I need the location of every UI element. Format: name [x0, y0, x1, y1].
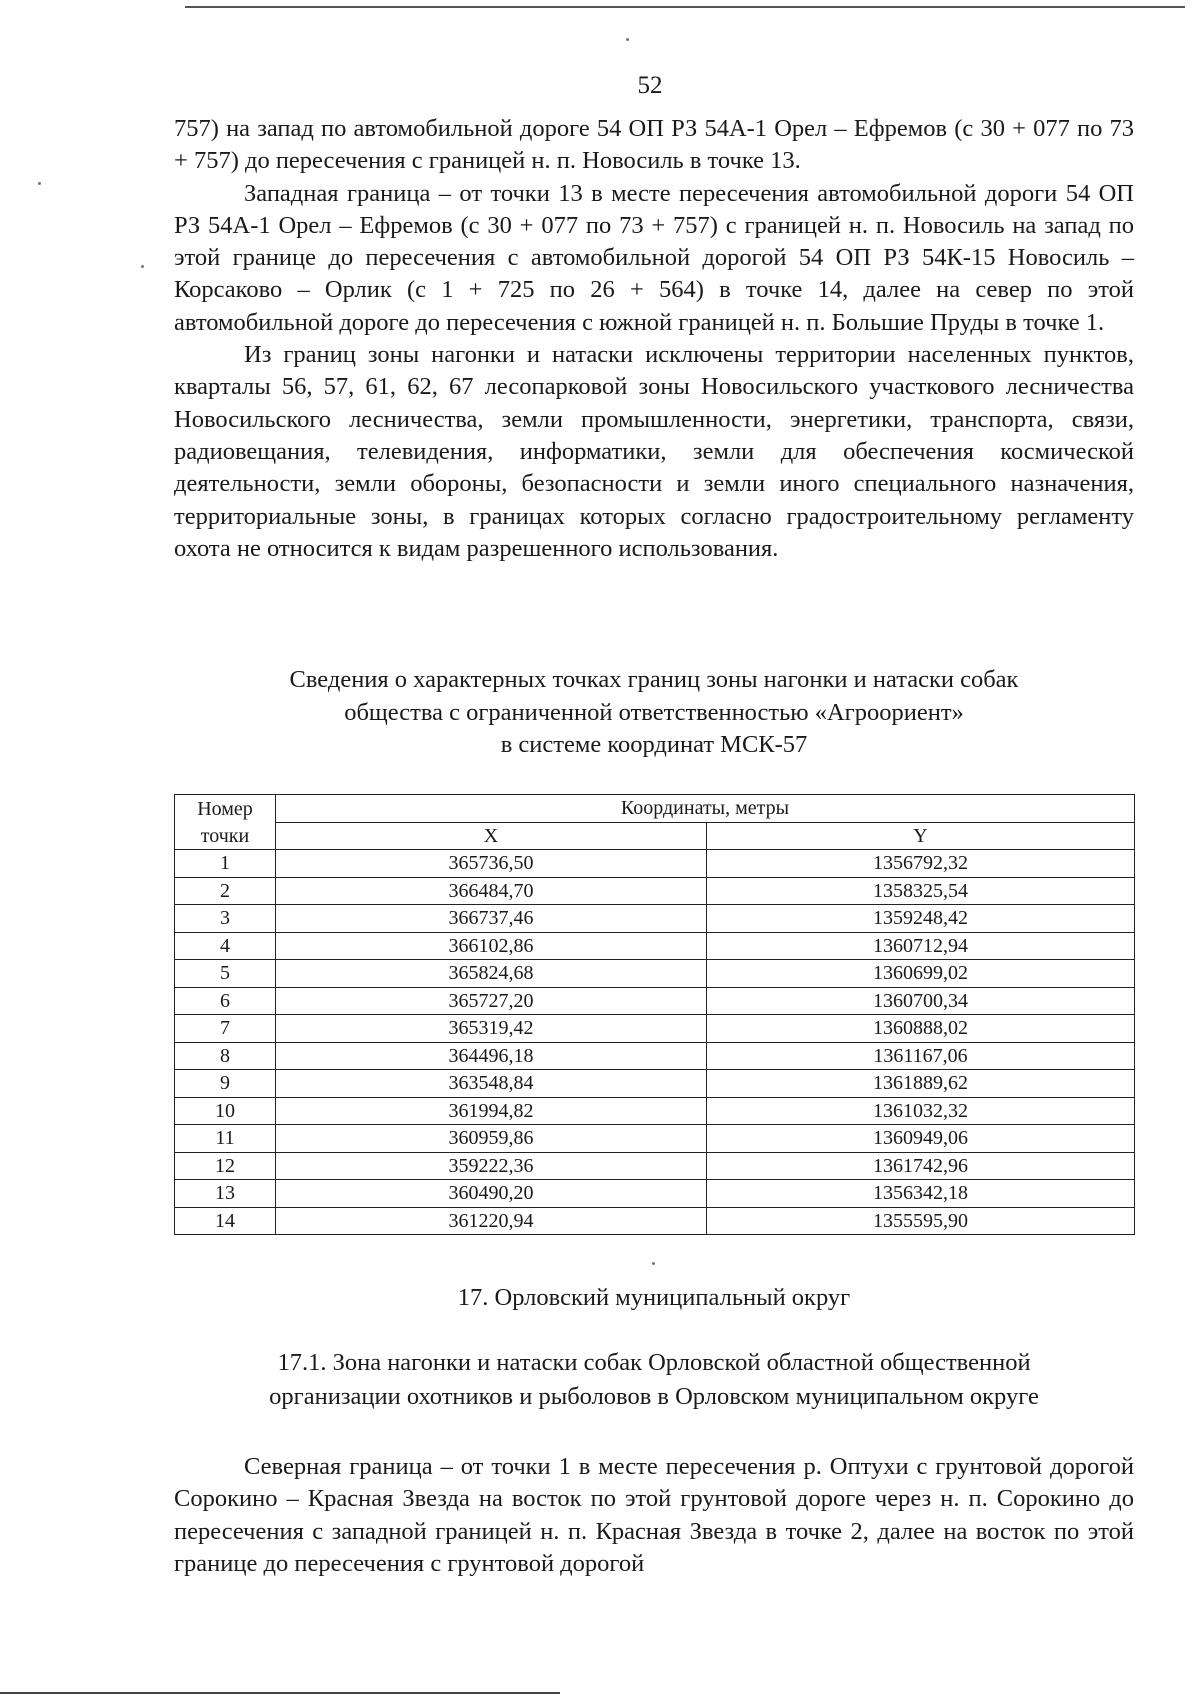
cell-point-number: 10 — [175, 1097, 276, 1125]
section-title: 17. Орловский муниципальный округ — [457, 1284, 851, 1311]
scan-speck — [141, 265, 144, 268]
table-row — [175, 1152, 1135, 1180]
scan-top-edge-line — [185, 6, 1185, 8]
cell-y: 1360712,94 — [707, 932, 1135, 960]
cell-x: 361994,82 — [276, 1097, 707, 1125]
cell-x: 359222,36 — [276, 1152, 707, 1180]
header-coordinates: Координаты, метры — [276, 795, 1135, 823]
cell-y: 1360949,06 — [707, 1125, 1135, 1153]
cell-x: 361220,94 — [276, 1207, 707, 1235]
subsection-title — [174, 1346, 1134, 1414]
table-caption — [174, 664, 1134, 762]
header-y: Y — [707, 822, 1135, 850]
cell-y: 1361167,06 — [707, 1042, 1135, 1070]
cell-x: 366102,86 — [276, 932, 707, 960]
table-row — [175, 1042, 1135, 1070]
table-row — [175, 1207, 1135, 1235]
cell-y: 1359248,42 — [707, 905, 1135, 933]
header-x: X — [276, 822, 707, 850]
cell-y: 1360888,02 — [707, 1015, 1135, 1043]
cell-point-number: 4 — [175, 932, 276, 960]
cell-y: 1361889,62 — [707, 1070, 1135, 1098]
cell-x: 365727,20 — [276, 987, 707, 1015]
paragraph-exclusions: Из границ зоны нагонки и натаски исключены территории населенных пунктов, кварталы 56, 57, 61, 62, 67 лесопарковой зоны Новосильского участкового лесничества Новосильского лесничества, земли промышленности, энергетики, транспорта, связи, радиовещания, телевидения, информатики, земли для обеспечения космической деятельности, земли обороны, безопасности и земли иного специального назначения, территориальные зоны, в границах которых согласно градостроительному регламенту охота не относится к видам разрешенного использования. — [174, 341, 1134, 562]
cell-x: 363548,84 — [276, 1070, 707, 1098]
cell-point-number: 8 — [175, 1042, 276, 1070]
cell-point-number: 7 — [175, 1015, 276, 1043]
cell-x: 360959,86 — [276, 1125, 707, 1153]
table-row — [175, 1097, 1135, 1125]
table-row — [175, 850, 1135, 878]
cell-point-number: 6 — [175, 987, 276, 1015]
cell-x: 366484,70 — [276, 877, 707, 905]
cell-point-number: 11 — [175, 1125, 276, 1153]
paragraph-east-boundary-end: 757) на запад по автомобильной дороге 54 ОП РЗ 54А-1 Орел – Ефремов (с 30 + 077 по 73 + 757) до пересечения с границей н. п. Новосиль в точке 13. — [174, 115, 1134, 175]
table-row — [175, 1180, 1135, 1208]
cell-x: 365736,50 — [276, 850, 707, 878]
cell-x: 364496,18 — [276, 1042, 707, 1070]
header-number-bottom: точки — [175, 822, 276, 850]
table-row — [175, 1125, 1135, 1153]
table-row — [175, 932, 1135, 960]
coordinates-table — [174, 794, 1135, 1235]
paragraph-western-boundary: Западная граница – от точки 13 в месте пересечения автомобильной дороги 54 ОП РЗ 54А-1 Орел – Ефремов (с 30 + 077 по 73 + 757) с границей н. п. Новосиль на запад по этой границе до пересечения с автомобильной дорогой 54 ОП РЗ 54К-15 Новосиль – Корсаково – Орлик (с 1 + 725 по 26 + 564) в точке 14, далее на север по этой автомобильной дороге до пересечения с южной границей н. п. Большие Пруды в точке 1. — [174, 179, 1134, 336]
cell-x: 365319,42 — [276, 1015, 707, 1043]
cell-x: 365824,68 — [276, 960, 707, 988]
cell-y: 1358325,54 — [707, 877, 1135, 905]
subsection-title-line: 17.1. Зона нагонки и натаски собак Орловской областной общественной — [277, 1349, 1031, 1376]
cell-y: 1360699,02 — [707, 960, 1135, 988]
table-caption-line: общества с ограниченной ответственностью «Агроориент» — [344, 698, 964, 726]
cell-point-number: 9 — [175, 1070, 276, 1098]
cell-y: 1360700,34 — [707, 987, 1135, 1015]
scan-speck — [626, 38, 629, 41]
table-row — [175, 1070, 1135, 1098]
cell-y: 1361032,32 — [707, 1097, 1135, 1125]
cell-y: 1356342,18 — [707, 1180, 1135, 1208]
cell-point-number: 13 — [175, 1180, 276, 1208]
cell-point-number: 5 — [175, 960, 276, 988]
cell-point-number: 1 — [175, 850, 276, 878]
table-row — [175, 960, 1135, 988]
scan-bottom-edge-line — [0, 1692, 560, 1694]
text-block-bottom — [174, 1451, 1134, 1580]
table-row — [175, 987, 1135, 1015]
table-header-row — [175, 822, 1135, 850]
cell-y: 1355595,90 — [707, 1207, 1135, 1235]
cell-point-number: 14 — [175, 1207, 276, 1235]
table-body — [175, 850, 1135, 1235]
scan-speck — [652, 1262, 655, 1265]
cell-point-number: 12 — [175, 1152, 276, 1180]
scan-speck — [38, 182, 41, 185]
table-row — [175, 1015, 1135, 1043]
subsection-title-line: организации охотников и рыболовов в Орловском муниципальном округе — [269, 1383, 1039, 1410]
cell-y: 1356792,32 — [707, 850, 1135, 878]
table-caption-line: в системе координат МСК-57 — [500, 731, 808, 758]
cell-point-number: 2 — [175, 877, 276, 905]
cell-point-number: 3 — [175, 905, 276, 933]
cell-y: 1361742,96 — [707, 1152, 1135, 1180]
cell-x: 366737,46 — [276, 905, 707, 933]
table-caption-line: Сведения о характерных точках границ зоны нагонки и натаски собак — [289, 666, 1019, 693]
paragraph-northern-boundary: Северная граница – от точки 1 в месте пересечения р. Оптухи с грунтовой дорогой Сорокино – Красная Звезда на восток по этой грунтовой дороге через н. п. Сорокино до пересечения с западной границей н. п. Красная Звезда в точке 2, далее на восток по этой границе до пересечения с грунтовой дорогой — [174, 1453, 1134, 1577]
text-block-top — [174, 113, 1134, 565]
table-row — [175, 905, 1135, 933]
table-header-row — [175, 795, 1135, 823]
cell-x: 360490,20 — [276, 1180, 707, 1208]
header-number-top: Номер — [175, 795, 276, 823]
table-row — [175, 877, 1135, 905]
page-number: 52 — [637, 72, 663, 99]
